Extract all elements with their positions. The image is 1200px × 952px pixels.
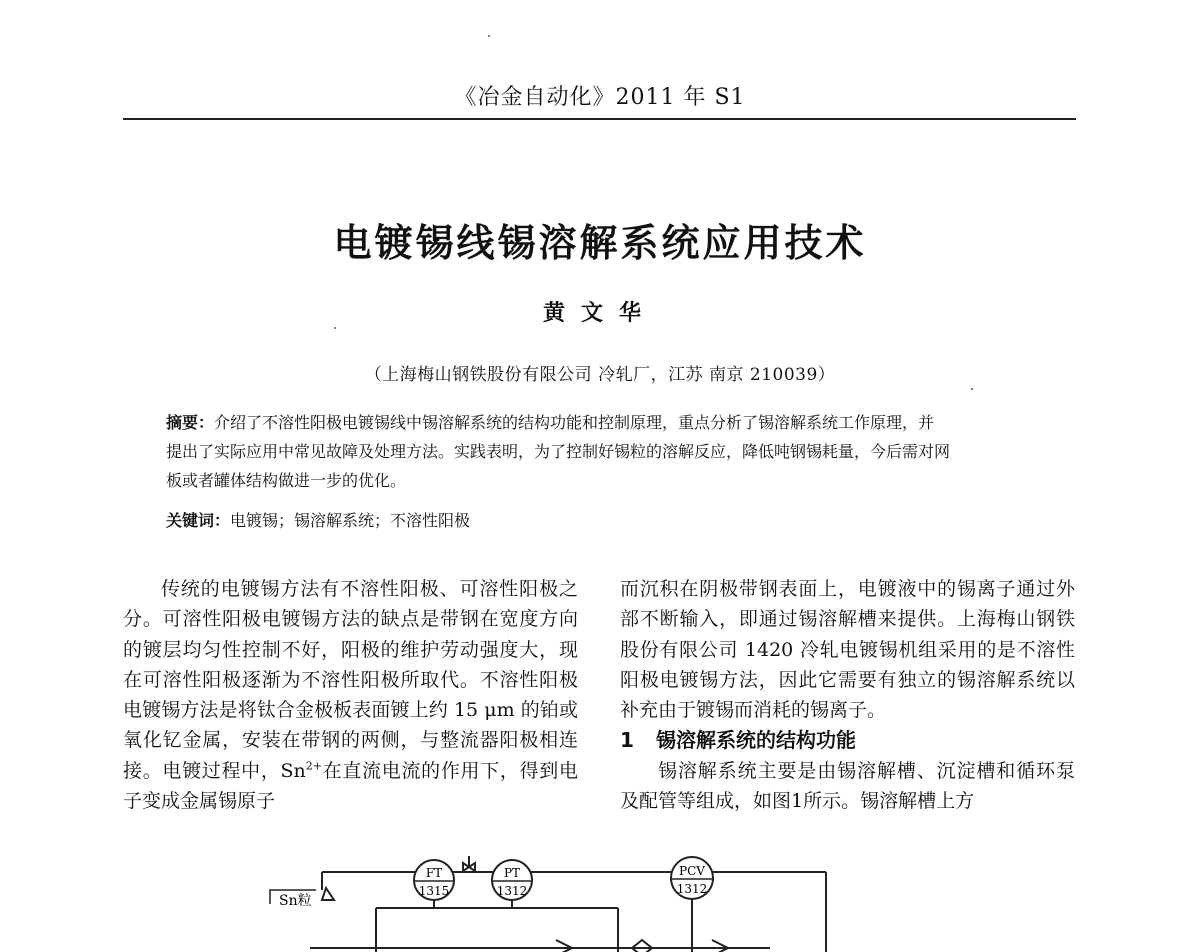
instrument-number: 1315	[418, 884, 450, 898]
body-column-right	[620, 574, 1075, 816]
scan-speck	[971, 388, 973, 390]
instrument-tag: PT	[503, 866, 521, 880]
valve-icon	[632, 940, 652, 952]
section-number: 1	[620, 728, 634, 753]
figure-1-diagram	[0, 848, 1200, 952]
author-affiliation: （上海梅山钢铁股份有限公司 冷轧厂，江苏 南京 210039）	[364, 365, 836, 385]
abstract-line-1: 摘要：介绍了不溶性阳极电镀锡线中锡溶解系统的结构功能和控制原理，重点分析了锡溶解系统工作原理，并	[166, 413, 935, 432]
instrument-tag: FT	[425, 866, 443, 880]
superscript: 2+	[305, 759, 322, 773]
instrument-pt	[492, 860, 532, 900]
body-paragraph: 传统的电镀锡方法有不溶性阳极、可溶性阳极之分。可溶性阳极电镀锡方法的缺点是带钢在宽度方向的镀层均匀性控制不好，阳极的维护劳动强度大，现在可溶性阳极逐渐为不溶性阳极所取代。不溶性阳极电镀锡方法是将钛合金极板表面镀上约 15 μm 的铂或氧化钇金属，安装在带钢的两侧，与整流器阳极相连接。电镀过程中，$Sn^{2+}$在直流电流的作用下，得到电子变成金属锡原子	[123, 578, 578, 813]
instrument-number: 1312	[496, 884, 528, 898]
sn-feed-label	[270, 890, 316, 909]
instrument-tag: PCV	[679, 864, 705, 878]
header-rule	[123, 118, 1076, 120]
body-column-left	[123, 574, 578, 816]
scan-speck	[334, 327, 336, 329]
hopper-icon	[322, 888, 334, 900]
section-title: 锡溶解系统的结构功能	[656, 728, 856, 753]
instrument-number: 1312	[676, 882, 708, 896]
abstract-line-2: 提出了实际应用中常见故障及处理方法。实践表明，为了控制好锡粒的溶解反应，降低吨钢锡耗量，今后需对网	[166, 442, 951, 461]
keywords-label: 关键词：	[166, 511, 231, 530]
pump-icon	[556, 940, 572, 952]
abstract	[166, 408, 1046, 495]
abstract-line-3: 板或者罐体结构做进一步的优化。	[166, 471, 407, 490]
abstract-label: 摘要：	[166, 413, 215, 432]
feed-label-text: Sn粒	[279, 893, 312, 909]
paper-title: 电镀锡线锡溶解系统应用技术	[333, 221, 867, 265]
section-heading	[620, 725, 1075, 755]
keywords-text: 电镀锡；锡溶解系统；不溶性阳极	[230, 511, 471, 530]
body-paragraph: 锡溶解系统主要是由锡溶解槽、沉淀槽和循环泵及配管等组成，如图1所示。锡溶解槽上方	[620, 759, 1075, 813]
body-paragraph: 而沉积在阴极带钢表面上，电镀液中的锡离子通过外部不断输入，即通过锡溶解槽来提供。上海梅山钢铁股份有限公司 1420 冷轧电镀锡机组采用的是不溶性阳极电镀锡方法，因此它需要有独立的锡溶解系统以补充由于镀锡而消耗的锡离子。	[620, 578, 1075, 722]
paper-author: 黄文华	[542, 300, 657, 326]
instrument-ft	[414, 860, 454, 900]
keywords	[166, 508, 1046, 531]
pump-icon	[712, 940, 728, 952]
journal-header: 《冶金自动化》2011 年 S1	[454, 85, 746, 110]
scan-speck	[488, 35, 490, 37]
instrument-pcv	[671, 857, 713, 899]
